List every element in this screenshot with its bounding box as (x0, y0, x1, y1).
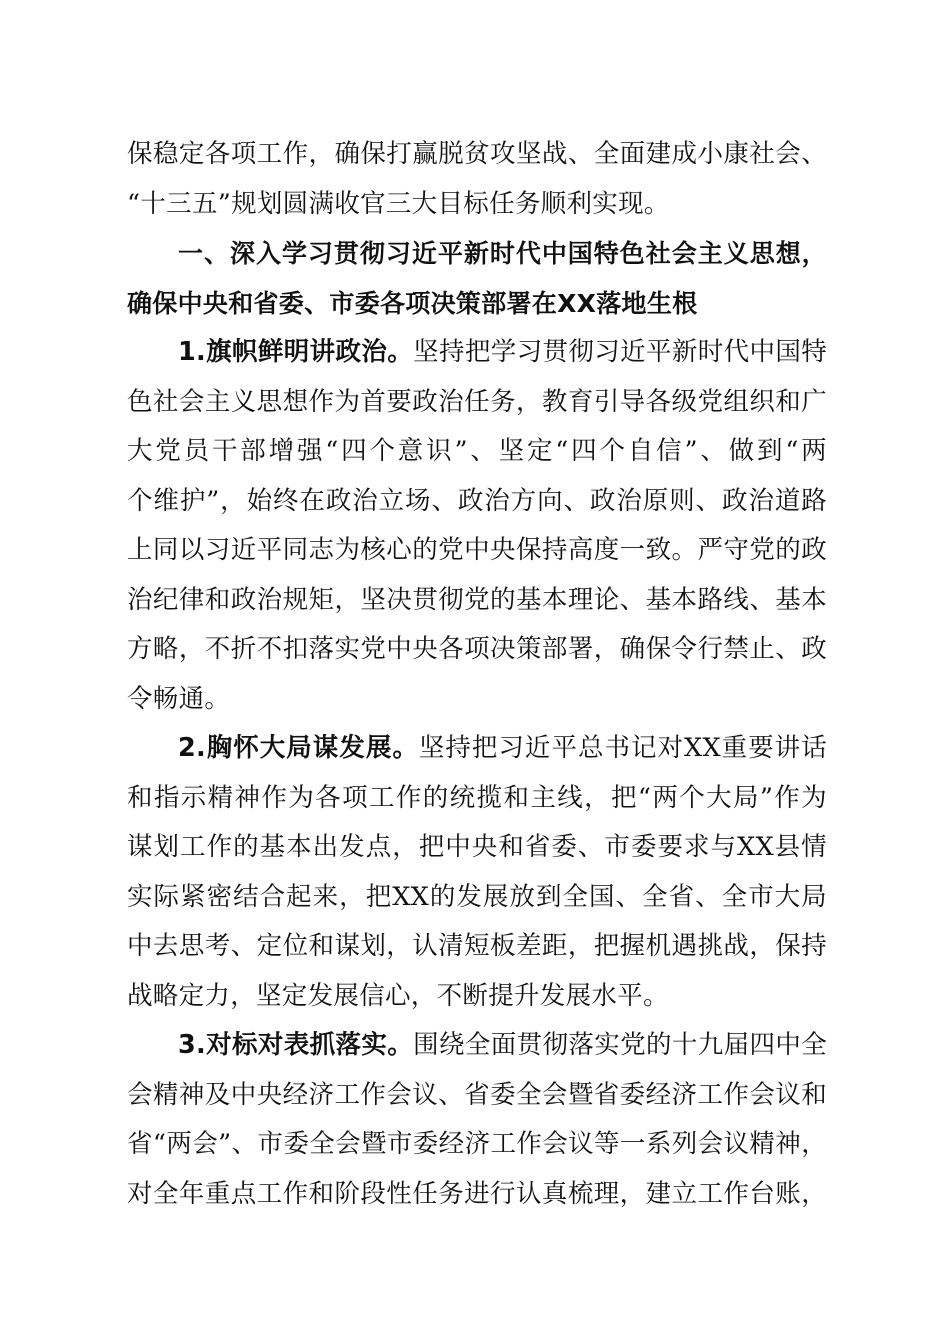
intro-line-1: 保稳定各项工作，确保打赢脱贫攻坚战、全面建成小康社会、 (127, 139, 827, 169)
section-heading-line-1: 一、深入学习贯彻习近平新时代中国特色社会主义思想， (178, 239, 827, 268)
item1-line-5: 上同以习近平同志为核心的党中央保持高度一致。严守党的政 (127, 535, 827, 565)
item2-first-line (127, 724, 827, 774)
item1-first-line-text: 坚持把学习贯彻习近平新时代中国特 (413, 337, 827, 367)
item1-line-8: 令畅通。 (127, 683, 231, 714)
item1-line-6: 治纪律和政治规矩，坚决贯彻党的基本理论、基本路线、基本 (127, 584, 827, 615)
item2-line-6: 战略定力，坚定发展信心，不断提升发展水平。 (127, 980, 669, 1011)
document-body (127, 130, 827, 1219)
item1-line-2: 色社会主义思想作为首要政治任务，教育引导各级党组织和广 (127, 386, 827, 417)
item3-line-3: 省“两会”、市委全会暨市委经济工作会议等一系列会议精神， (127, 1129, 827, 1159)
item3-first-line-text: 围绕全面贯彻落实党的十九届四中全 (413, 1030, 827, 1060)
item1-first-line (127, 328, 827, 378)
item1-line-3: 大党员干部增强“四个意识”、坚定“四个自信”、做到“两 (127, 436, 827, 466)
item2-line-5: 中去思考、定位和谋划，认清短板差距，把握机遇挑战，保持 (127, 931, 827, 961)
item3-first-line (127, 1021, 827, 1071)
item1-line-7: 方略，不折不扣落实党中央各项决策部署，确保令行禁止、政 (127, 634, 827, 664)
item2-line-2: 和指示精神作为各项工作的统揽和主线，把“两个大局”作为 (127, 782, 827, 813)
item1-lead: 1.旗帜鲜明讲政治。 (178, 337, 414, 367)
item3-line-2: 会精神及中央经济工作会议、省委全会暨省委经济工作会议和 (127, 1079, 827, 1110)
item2-first-line-text: 坚持把习近平总书记对XX重要讲话 (418, 733, 827, 763)
item2-line-4: 实际紧密结合起来，把XX的发展放到全国、全省、全市大局 (127, 881, 827, 912)
item1-line-4: 个维护”，始终在政治立场、政治方向、政治原则、政治道路 (127, 485, 827, 516)
item2-lead: 2.胸怀大局谋发展。 (178, 733, 419, 763)
item3-lead: 3.对标对表抓落实。 (178, 1030, 414, 1060)
item2-line-3: 谋划工作的基本出发点，把中央和省委、市委要求与XX县情 (127, 832, 827, 862)
intro-line-2: “十三五”规划圆满收官三大目标任务顺利实现。 (127, 188, 670, 219)
section-heading-line-2: 确保中央和省委、市委各项决策部署在XX落地生根 (127, 288, 698, 318)
item3-line-4: 对全年重点工作和阶段性任务进行认真梳理，建立工作台账， (127, 1178, 827, 1209)
